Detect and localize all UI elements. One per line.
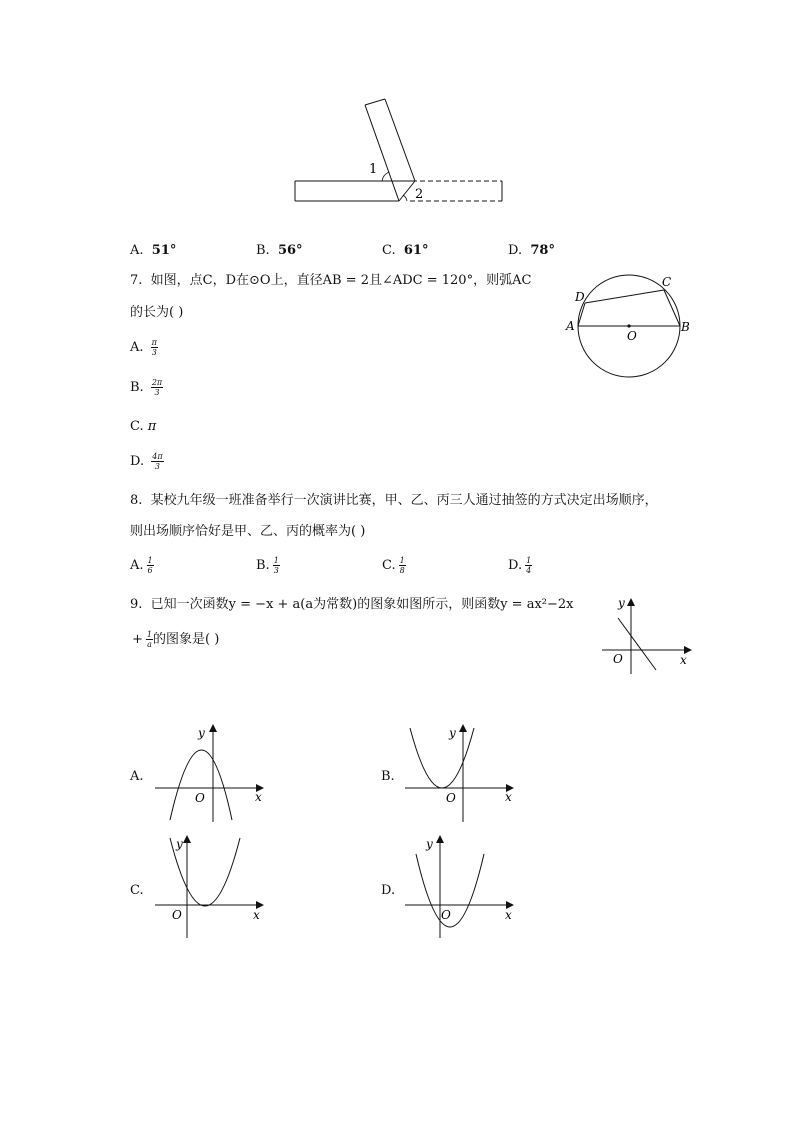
- q9-fraction: $\frac{1}{a}$: [146, 630, 152, 649]
- q8-number: 8.: [130, 493, 143, 508]
- q7-number: 7.: [130, 273, 143, 288]
- q8-option-b[interactable]: B. $\frac{1}{3}$: [256, 556, 279, 575]
- q7-option-a[interactable]: A. $\frac{\pi}{3}$: [130, 338, 157, 357]
- q9-graph-x-label: x: [680, 653, 687, 667]
- q7-option-b[interactable]: B. $\frac{2\pi}{3}$: [130, 378, 163, 397]
- q9-option-a-x-label: x: [255, 790, 262, 804]
- q9-option-a-y-label: y: [198, 726, 205, 740]
- q9-option-d-y-label: y: [426, 837, 433, 851]
- q8-option-c[interactable]: C. $\frac{1}{8}$: [382, 556, 405, 575]
- q9-option-b-graph[interactable]: [400, 720, 520, 825]
- q7-stem-line1: [130, 272, 531, 290]
- q7-option-c[interactable]: C. π: [130, 419, 157, 434]
- q9-line-graph: [598, 592, 698, 677]
- q7-circle-figure: [560, 268, 700, 383]
- q9-graph-y-label: y: [618, 596, 625, 610]
- q8-option-c-fraction: $\frac{1}{8}$: [399, 556, 405, 575]
- q9-number: 9.: [130, 597, 143, 612]
- q7-option-d[interactable]: D. $\frac{4\pi}{3}$: [130, 452, 163, 471]
- q9-graph-o-label: O: [613, 652, 623, 666]
- q9-option-c-x-label: x: [253, 908, 260, 922]
- q8-text-line1: 某校九年级一班准备举行一次演讲比赛，甲、乙、丙三人通过抽签的方式决定出场顺序，: [150, 493, 658, 508]
- q9-option-a-graph[interactable]: [150, 720, 270, 825]
- q6-option-a[interactable]: A. 51°: [130, 243, 177, 258]
- q9-option-c-y-label: y: [176, 837, 183, 851]
- q7-label-a: A: [566, 319, 575, 333]
- q7-label-d: D: [575, 290, 585, 304]
- q9-option-b-x-label: x: [505, 790, 512, 804]
- q9-option-c-o-label: O: [172, 908, 182, 922]
- q9-option-c-graph[interactable]: [150, 832, 270, 942]
- q9-option-d-letter[interactable]: D.: [381, 883, 396, 898]
- q8-option-d[interactable]: D. $\frac{1}{4}$: [508, 556, 532, 575]
- q7-label-b: B: [681, 320, 690, 334]
- q7-stem-line2: 的长为( ): [130, 305, 184, 320]
- q9-option-b-o-label: O: [446, 791, 456, 805]
- q7-label-o: O: [627, 329, 637, 343]
- q7-option-b-fraction: $\frac{2\pi}{3}$: [151, 378, 163, 397]
- q8-stem-line1: [130, 492, 658, 510]
- q8-stem-line2: 则出场顺序恰好是甲、乙、丙的概率为( ): [130, 524, 366, 539]
- q8-option-a-fraction: $\frac{1}{6}$: [147, 556, 153, 575]
- q9-option-b-y-label: y: [449, 726, 456, 740]
- q9-stem-line1: [130, 596, 574, 614]
- q6-strips-figure: [285, 95, 515, 210]
- q9-stem-line2: + $\frac{1}{a}$ 的图象是( ): [132, 630, 220, 649]
- q6-option-b[interactable]: B. 56°: [256, 243, 303, 258]
- q8-option-a[interactable]: A. $\frac{1}{6}$: [130, 556, 153, 575]
- q6-option-d[interactable]: D. 78°: [508, 243, 555, 258]
- q9-option-d-o-label: O: [441, 908, 451, 922]
- q8-option-d-fraction: $\frac{1}{4}$: [526, 556, 532, 575]
- q9-option-b-letter[interactable]: B.: [381, 769, 395, 784]
- q9-option-d-graph[interactable]: [400, 832, 520, 942]
- q7-text-line1: 如图，点C，D在⊙O上，直径AB = 2且∠ADC = 120°，则弧AC: [150, 273, 532, 288]
- q9-option-c-letter[interactable]: C.: [130, 883, 144, 898]
- q8-option-b-fraction: $\frac{1}{3}$: [273, 556, 279, 575]
- q7-option-d-fraction: $\frac{4\pi}{3}$: [152, 452, 163, 471]
- q9-option-d-x-label: x: [505, 908, 512, 922]
- q7-option-a-fraction: $\frac{\pi}{3}$: [151, 338, 157, 357]
- q7-label-c: C: [662, 275, 672, 289]
- q6-option-c[interactable]: C. 61°: [382, 243, 429, 258]
- q6-angle2-label: 2: [415, 187, 424, 202]
- q9-option-a-letter[interactable]: A.: [130, 769, 144, 784]
- q9-text-line1: 已知一次函数y = −x + a(a为常数)的图象如图所示，则函数y = ax²−2x: [150, 597, 574, 612]
- q6-angle1-label: 1: [369, 162, 378, 177]
- q9-option-a-o-label: O: [195, 791, 205, 805]
